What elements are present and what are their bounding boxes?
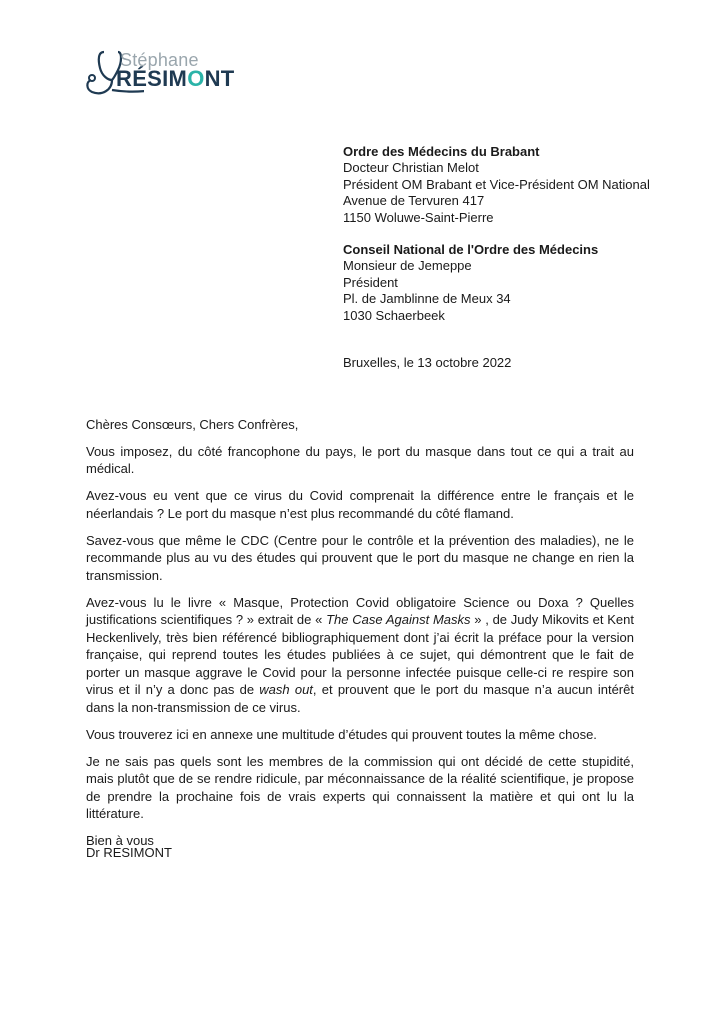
recipient-line: Docteur Christian Melot [343,160,479,176]
closing: Bien à vous [86,833,154,848]
recipient-1 [343,144,650,226]
recipient-line: 1150 Woluwe-Saint-Pierre [343,209,494,225]
logo-first-name: Stéphane [120,50,199,70]
recipient-org: Conseil National de l'Ordre des Médecins [343,242,599,258]
recipient-address-block [343,144,650,340]
recipient-2 [343,242,650,324]
paragraph: Je ne sais pas quels sont les membres de la commission qui ont décidé de cette stupidité, mais plutôt que de se rendre ridicule, par méconnaissance de la réalité scientifique, je propose de prendre la prochaine fois de vrais experts qui connaissent la matière et qui ont lu la littérature. [86,753,634,821]
signature: Dr RESIMONT [86,845,172,860]
paragraph: Vous trouverez ici en annexe une multitude d’études qui prouvent toutes la même chose. [86,726,597,742]
recipient-line: 1030 Schaerbeek [343,307,445,323]
recipient-line: Président OM Brabant et Vice-Président OM National [343,176,650,192]
paragraph: Avez-vous lu le livre « Masque, Protection Covid obligatoire Science ou Doxa ? Quelles justifications scientifiques ? » extrait de « The Case Against Masks » , de Judy Mikovits et Kent Heckenlively, très bien référencé bibliographiquement dont j’ai écrit la préface pour la version française, qui reprend toutes les études publiées à ce sujet, qui démontrent que le fait de porter un masque aggrave le Covid pour la personne infectée puisque celle-ci re respire son virus et il n’y a donc pas de wash out, et prouvent que le port du masque n’a aucun intérêt dans la non-transmission de ce virus. [86,594,634,715]
letter-body [86,416,634,859]
recipient-line: Avenue de Tervuren 417 [343,193,485,209]
salutation: Chères Consœurs, Chers Confrères, [86,417,299,432]
recipient-org: Ordre des Médecins du Brabant [343,144,540,159]
paragraph: Vous imposez, du côté francophone du pays, le port du masque dans tout ce qui a trait au médical. [86,443,634,476]
logo-last-name: RÉSIMONT [116,66,235,91]
letter-date: Bruxelles, le 13 octobre 2022 [343,355,512,370]
paragraph: Avez-vous eu vent que ce virus du Covid comprenait la différence entre le français et le néerlandais ? Le port du masque n’est plus recommandé du côté flamand. [86,488,634,521]
logo [84,46,234,98]
recipient-line: Président [343,274,398,290]
paragraph: Savez-vous que même le CDC (Centre pour le contrôle et la prévention des maladies), ne le recommande plus au vu des études qui prouvent que le port du masque ne change en rien la transmission. [86,532,634,583]
italic-term: wash out [259,682,313,697]
recipient-line: Pl. de Jamblinne de Meux 34 [343,291,511,307]
recipient-line: Monsieur de Jemeppe [343,258,472,274]
book-title: The Case Against Masks [326,612,471,627]
